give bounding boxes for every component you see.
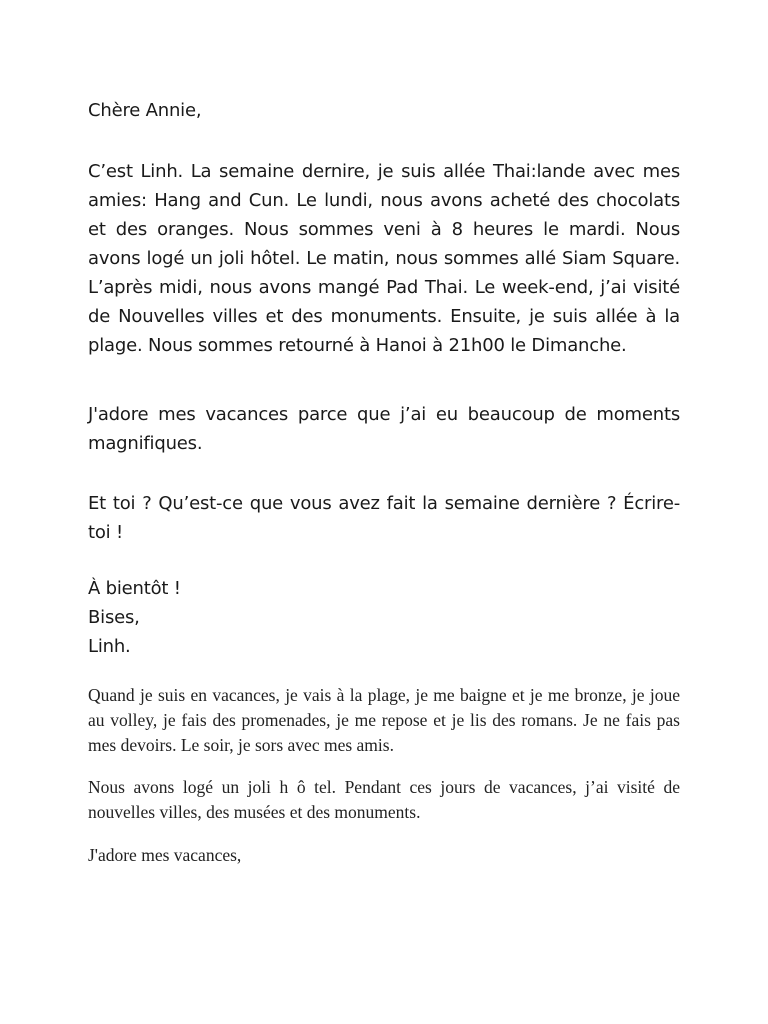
closing-line-2: Bises, bbox=[88, 607, 140, 628]
letter-paragraph-2: J'adore mes vacances parce que j’ai eu beaucoup de moments magnifiques. bbox=[88, 404, 680, 454]
letter-paragraph-1: C’est Linh. La semaine dernire, je suis allée Thai:lande avec mes amies: Hang and Cun. Le lundi, nous avons acheté des chocolats et des oranges. Nous sommes veni à 8 heures le mardi. Nous avons logé un joli hôtel. Le matin, nous sommes allé Siam Square. L’après midi, nous avons mangé Pad Thai. Le week-end, j’ai visité de Nouvelles villes et des monuments. Ensuite, je suis allée à la plage. Nous sommes retourné à Hanoi à 21h00 le Dimanche. bbox=[88, 161, 680, 356]
closing-signature: Linh. bbox=[88, 636, 131, 657]
notes-paragraph-3: J'adore mes vacances, bbox=[88, 845, 242, 865]
letter-paragraph-3: Et toi ? Qu’est-ce que vous avez fait la semaine dernière ? Écrire-toi ! bbox=[88, 493, 680, 543]
letter-greeting: Chère Annie, bbox=[88, 100, 202, 121]
notes-paragraph-1: Quand je suis en vacances, je vais à la plage, je me baigne et je me bronze, je joue au volley, je fais des promenades, je me repose et je lis des romans. Je ne fais pas mes devoirs. Le soir, je sors avec mes amis. bbox=[88, 685, 680, 755]
closing-line-1: À bientôt ! bbox=[88, 578, 181, 599]
notes-paragraph-2: Nous avons logé un joli h ô tel. Pendant ces jours de vacances, j’ai visité de nouvelles villes, des musées et des monuments. bbox=[88, 777, 680, 822]
letter-closing bbox=[88, 574, 181, 661]
